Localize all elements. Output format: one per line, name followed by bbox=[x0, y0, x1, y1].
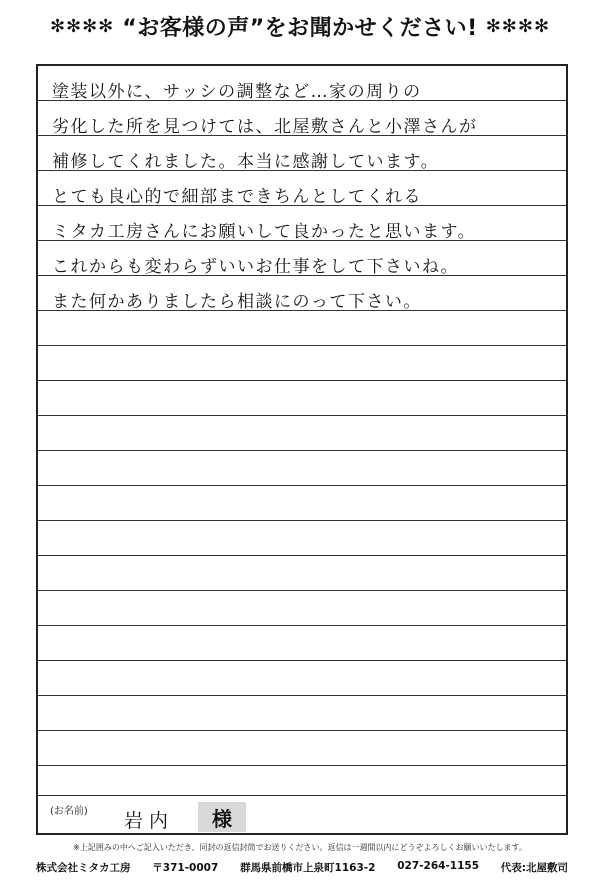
ruled-line bbox=[38, 660, 566, 661]
ruled-line bbox=[38, 520, 566, 521]
honorific-box bbox=[198, 802, 246, 832]
form-title: “お客様の声”をお聞かせください! bbox=[122, 15, 478, 41]
ruled-line bbox=[38, 730, 566, 731]
ruled-line bbox=[38, 485, 566, 486]
ruled-line bbox=[38, 415, 566, 416]
ruled-line bbox=[38, 695, 566, 696]
handwritten-line: ミタカ工房さんにお願いして良かったと思います。 bbox=[52, 222, 477, 242]
handwritten-line: これからも変わらずいいお仕事をして下さいね。 bbox=[52, 257, 459, 277]
ruled-line bbox=[38, 625, 566, 626]
ruled-line bbox=[38, 555, 566, 556]
return-instructions: ※上記囲みの中へご記入いただき、同封の返信封筒でお送りください。返信は一週間以内にどうぞよろしくお願いいたします。 bbox=[73, 843, 527, 852]
ruled-line bbox=[38, 345, 566, 346]
form-header bbox=[0, 8, 600, 44]
asterisk-decoration-left: ✻✻✻✻ bbox=[49, 15, 115, 37]
asterisk-decoration-right: ✻✻✻✻ bbox=[485, 15, 551, 37]
ruled-line bbox=[38, 765, 566, 766]
company-name: 株式会社ミタカ工房 bbox=[36, 862, 131, 874]
handwritten-line: とても良心的で細部まできちんとしてくれる bbox=[52, 187, 422, 207]
company-phone: 027-264-1155 bbox=[397, 860, 480, 872]
honorific-text: 様 bbox=[212, 806, 232, 831]
customer-name: 岩内 bbox=[124, 810, 175, 832]
ruled-line bbox=[38, 795, 566, 796]
company-address: 群馬県前橋市上泉町1163-2 bbox=[240, 862, 376, 874]
ruled-line bbox=[38, 380, 566, 381]
postal-code: 〒371-0007 bbox=[152, 862, 219, 874]
comment-sheet bbox=[36, 64, 568, 835]
ruled-line bbox=[38, 590, 566, 591]
company-footer bbox=[36, 860, 568, 875]
ruled-line bbox=[38, 450, 566, 451]
handwritten-line: 補修してくれました。本当に感謝しています。 bbox=[52, 152, 440, 172]
handwritten-line: 劣化した所を見つけては、北屋敷さんと小澤さんが bbox=[52, 117, 478, 137]
handwritten-line: また何かありましたら相談にのって下さい。 bbox=[52, 292, 422, 312]
name-label: (お名前) bbox=[50, 806, 88, 817]
company-representative: 代表:北屋敷司 bbox=[500, 862, 568, 874]
handwritten-line: 塗装以外に、サッシの調整など…家の周りの bbox=[52, 82, 422, 102]
